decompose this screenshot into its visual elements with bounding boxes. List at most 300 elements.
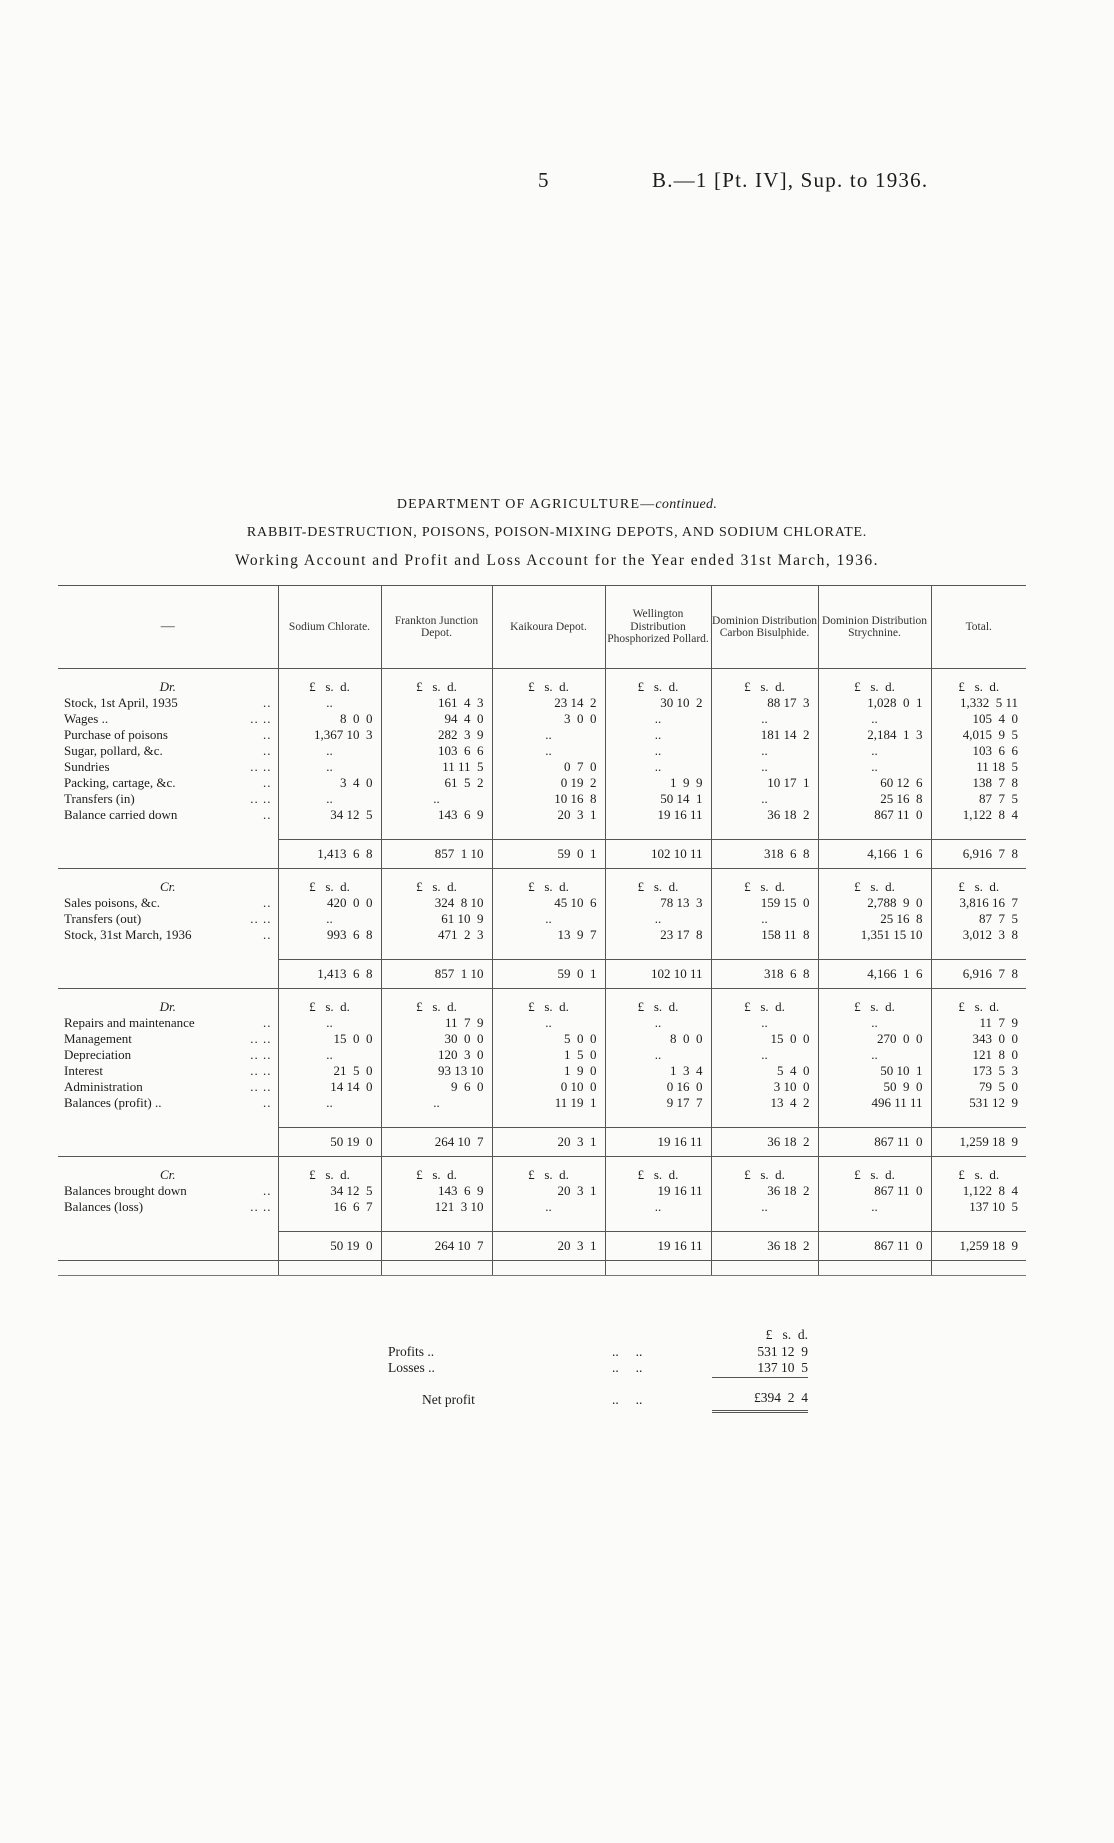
total-cell: 20 3 1 bbox=[492, 1128, 605, 1157]
table-end-row bbox=[58, 1261, 1026, 1276]
row-leader-dots: .. .. bbox=[250, 759, 272, 774]
row-label-text: Sundries bbox=[64, 759, 110, 774]
profits-value: 531 12 9 bbox=[757, 1343, 808, 1359]
amount-cell: 1 3 4 bbox=[605, 1063, 711, 1079]
totals-label bbox=[58, 1128, 278, 1157]
table-row bbox=[58, 1199, 1026, 1215]
spacer-cell bbox=[381, 943, 492, 960]
table-row bbox=[58, 711, 1026, 727]
summary-table bbox=[388, 1327, 808, 1413]
section-heading: Dr. bbox=[159, 679, 176, 694]
currency-header-cell: £ s. d. bbox=[492, 1157, 605, 1184]
row-label-text: Stock, 1st April, 1935 bbox=[64, 695, 178, 710]
spacer-cell bbox=[278, 1111, 381, 1128]
section-heading: Cr. bbox=[159, 1167, 176, 1182]
row-label bbox=[58, 1047, 278, 1063]
currency-header-cell: £ s. d. bbox=[605, 869, 711, 896]
table-row bbox=[58, 1183, 1026, 1199]
row-label bbox=[58, 911, 278, 927]
amount-cell: 61 5 2 bbox=[381, 775, 492, 791]
total-cell: 4,166 1 6 bbox=[818, 840, 931, 869]
amount-cell: .. bbox=[711, 743, 818, 759]
amount-cell: .. bbox=[278, 1047, 381, 1063]
amount-cell: 1,351 15 10 bbox=[818, 927, 931, 943]
accounts-table bbox=[58, 585, 1026, 1276]
amount-cell: 121 8 0 bbox=[931, 1047, 1026, 1063]
page-number: 5 bbox=[538, 168, 550, 192]
row-label-text: Packing, cartage, &c. bbox=[64, 775, 176, 790]
section-heading-row bbox=[58, 669, 1026, 696]
amount-cell: 5 0 0 bbox=[492, 1031, 605, 1047]
amount-cell: 30 0 0 bbox=[381, 1031, 492, 1047]
amount-cell: .. bbox=[278, 1095, 381, 1111]
amount-cell: 93 13 10 bbox=[381, 1063, 492, 1079]
document-reference: B.—1 [Pt. IV], Sup. to 1936. bbox=[652, 168, 929, 192]
amount-cell: 36 18 2 bbox=[711, 807, 818, 823]
row-label-text: Interest bbox=[64, 1063, 103, 1078]
net-profit-dots: .. .. bbox=[612, 1392, 643, 1407]
spacer-cell bbox=[381, 1111, 492, 1128]
net-profit-value: £394 2 4 bbox=[712, 1377, 808, 1412]
currency-header-cell: £ s. d. bbox=[278, 989, 381, 1016]
amount-cell: 79 5 0 bbox=[931, 1079, 1026, 1095]
currency-header-cell: £ s. d. bbox=[492, 989, 605, 1016]
total-cell: 318 6 8 bbox=[711, 840, 818, 869]
spacer-cell bbox=[381, 823, 492, 840]
totals-row bbox=[58, 1128, 1026, 1157]
currency-header-cell: £ s. d. bbox=[818, 1157, 931, 1184]
currency-header-cell: £ s. d. bbox=[381, 989, 492, 1016]
row-leader-dots: .. bbox=[263, 1095, 272, 1110]
spacer-label bbox=[58, 943, 278, 960]
table-row bbox=[58, 807, 1026, 823]
amount-cell: 1 9 0 bbox=[492, 1063, 605, 1079]
total-cell: 4,166 1 6 bbox=[818, 960, 931, 989]
row-label bbox=[58, 695, 278, 711]
net-profit-label: Net profit bbox=[422, 1392, 475, 1407]
table-row bbox=[58, 759, 1026, 775]
row-label-text: Sugar, pollard, &c. bbox=[64, 743, 163, 758]
losses-value: 137 10 5 bbox=[757, 1360, 808, 1375]
amount-cell: 8 0 0 bbox=[605, 1031, 711, 1047]
amount-cell: 3,012 3 8 bbox=[931, 927, 1026, 943]
row-leader-dots: .. .. bbox=[250, 911, 272, 926]
amount-cell: 0 7 0 bbox=[492, 759, 605, 775]
spacer-cell bbox=[711, 1215, 818, 1232]
currency-header-cell: £ s. d. bbox=[931, 989, 1026, 1016]
amount-cell: 138 7 8 bbox=[931, 775, 1026, 791]
totals-label bbox=[58, 1232, 278, 1261]
amount-cell: 50 14 1 bbox=[605, 791, 711, 807]
spacer-cell bbox=[278, 823, 381, 840]
amount-cell: .. bbox=[711, 711, 818, 727]
amount-cell: .. bbox=[818, 743, 931, 759]
losses-dots: .. .. bbox=[612, 1360, 643, 1376]
spacer-cell bbox=[381, 1215, 492, 1232]
spacer-cell bbox=[818, 823, 931, 840]
spacer-cell bbox=[931, 1111, 1026, 1128]
total-cell: 857 1 10 bbox=[381, 840, 492, 869]
currency-header-cell: £ s. d. bbox=[711, 869, 818, 896]
row-label bbox=[58, 743, 278, 759]
amount-cell: 13 4 2 bbox=[711, 1095, 818, 1111]
row-label-text: Purchase of poisons bbox=[64, 727, 168, 742]
amount-cell: .. bbox=[605, 1199, 711, 1215]
amount-cell: 10 16 8 bbox=[492, 791, 605, 807]
row-label-text: Wages .. bbox=[64, 711, 109, 726]
amount-cell: 15 0 0 bbox=[278, 1031, 381, 1047]
amount-cell: 87 7 5 bbox=[931, 911, 1026, 927]
total-cell: 264 10 7 bbox=[381, 1128, 492, 1157]
amount-cell: 50 9 0 bbox=[818, 1079, 931, 1095]
spacer-label bbox=[58, 1111, 278, 1128]
amount-cell: .. bbox=[711, 1015, 818, 1031]
currency-header-cell: £ s. d. bbox=[818, 869, 931, 896]
row-label bbox=[58, 1063, 278, 1079]
row-label-text: Balances brought down bbox=[64, 1183, 187, 1198]
total-cell: 59 0 1 bbox=[492, 840, 605, 869]
row-label bbox=[58, 1199, 278, 1215]
end-label bbox=[58, 1261, 278, 1276]
amount-cell: 87 7 5 bbox=[931, 791, 1026, 807]
amount-cell: .. bbox=[492, 1199, 605, 1215]
spacer-row bbox=[58, 1215, 1026, 1232]
amount-cell: .. bbox=[492, 911, 605, 927]
summary-blank bbox=[388, 1327, 612, 1344]
currency-header-cell: £ s. d. bbox=[381, 669, 492, 696]
amount-cell: 158 11 8 bbox=[711, 927, 818, 943]
amount-cell: 8 0 0 bbox=[278, 711, 381, 727]
amount-cell: 1,122 8 4 bbox=[931, 1183, 1026, 1199]
row-label bbox=[58, 807, 278, 823]
totals-row bbox=[58, 960, 1026, 989]
amount-cell: 120 3 0 bbox=[381, 1047, 492, 1063]
losses-label: Losses .. bbox=[388, 1360, 435, 1376]
row-leader-dots: .. .. bbox=[250, 1031, 272, 1046]
row-leader-dots: .. bbox=[263, 743, 272, 758]
profit-summary bbox=[388, 1327, 808, 1413]
spacer-cell bbox=[278, 943, 381, 960]
total-cell: 6,916 7 8 bbox=[931, 960, 1026, 989]
amount-cell: 11 18 5 bbox=[931, 759, 1026, 775]
amount-cell: 173 5 3 bbox=[931, 1063, 1026, 1079]
row-leader-dots: .. .. bbox=[250, 711, 272, 726]
amount-cell: .. bbox=[711, 911, 818, 927]
amount-cell: 9 6 0 bbox=[381, 1079, 492, 1095]
total-cell: 36 18 2 bbox=[711, 1232, 818, 1261]
row-label bbox=[58, 1015, 278, 1031]
amount-cell: 9 17 7 bbox=[605, 1095, 711, 1111]
amount-cell: .. bbox=[818, 759, 931, 775]
currency-header-cell: £ s. d. bbox=[605, 669, 711, 696]
table-row bbox=[58, 1079, 1026, 1095]
amount-cell: 1 5 0 bbox=[492, 1047, 605, 1063]
amount-cell: 282 3 9 bbox=[381, 727, 492, 743]
table-row bbox=[58, 791, 1026, 807]
summary-currency-row bbox=[388, 1327, 808, 1344]
amount-cell: 10 17 1 bbox=[711, 775, 818, 791]
amount-cell: 34 12 5 bbox=[278, 1183, 381, 1199]
row-leader-dots: .. bbox=[263, 895, 272, 910]
amount-cell: 3,816 16 7 bbox=[931, 895, 1026, 911]
amount-cell: 143 6 9 bbox=[381, 807, 492, 823]
currency-header-cell: £ s. d. bbox=[711, 1157, 818, 1184]
amount-cell: 78 13 3 bbox=[605, 895, 711, 911]
row-label bbox=[58, 711, 278, 727]
row-label bbox=[58, 727, 278, 743]
row-leader-dots: .. .. bbox=[250, 1063, 272, 1078]
row-leader-dots: .. .. bbox=[250, 791, 272, 806]
row-label-text: Balances (profit) .. bbox=[64, 1095, 162, 1110]
amount-cell: .. bbox=[711, 759, 818, 775]
row-label-text: Management bbox=[64, 1031, 132, 1046]
summary-blank-dots bbox=[612, 1327, 712, 1344]
spacer-row bbox=[58, 823, 1026, 840]
amount-cell: 270 0 0 bbox=[818, 1031, 931, 1047]
currency-header-cell: £ s. d. bbox=[278, 869, 381, 896]
currency-header-cell: £ s. d. bbox=[931, 869, 1026, 896]
amount-cell: .. bbox=[605, 1015, 711, 1031]
amount-cell: 420 0 0 bbox=[278, 895, 381, 911]
row-leader-dots: .. bbox=[263, 1183, 272, 1198]
amount-cell: .. bbox=[711, 1199, 818, 1215]
total-cell: 19 16 11 bbox=[605, 1232, 711, 1261]
total-cell: 102 10 11 bbox=[605, 840, 711, 869]
amount-cell: 61 10 9 bbox=[381, 911, 492, 927]
column-header-total: Total. bbox=[931, 586, 1026, 669]
amount-cell: 103 6 6 bbox=[381, 743, 492, 759]
amount-cell: .. bbox=[278, 743, 381, 759]
spacer-cell bbox=[818, 1215, 931, 1232]
amount-cell: 3 0 0 bbox=[492, 711, 605, 727]
row-leader-dots: .. .. bbox=[250, 1047, 272, 1062]
amount-cell: 343 0 0 bbox=[931, 1031, 1026, 1047]
spacer-cell bbox=[492, 823, 605, 840]
amount-cell: 0 19 2 bbox=[492, 775, 605, 791]
amount-cell: .. bbox=[278, 791, 381, 807]
amount-cell: 324 8 10 bbox=[381, 895, 492, 911]
amount-cell: 2,788 9 0 bbox=[818, 895, 931, 911]
end-cell bbox=[381, 1261, 492, 1276]
row-label bbox=[58, 1079, 278, 1095]
spacer-cell bbox=[492, 1215, 605, 1232]
total-cell: 36 18 2 bbox=[711, 1128, 818, 1157]
row-label-text: Repairs and maintenance bbox=[64, 1015, 195, 1030]
spacer-cell bbox=[492, 943, 605, 960]
amount-cell: 531 12 9 bbox=[931, 1095, 1026, 1111]
total-cell: 59 0 1 bbox=[492, 960, 605, 989]
section-heading-row bbox=[58, 869, 1026, 896]
totals-row bbox=[58, 1232, 1026, 1261]
amount-cell: 496 11 11 bbox=[818, 1095, 931, 1111]
subtitle: RABBIT-DESTRUCTION, POISONS, POISON-MIXING DEPOTS, AND SODIUM CHLORATE. bbox=[246, 525, 868, 540]
amount-cell: 5 4 0 bbox=[711, 1063, 818, 1079]
row-leader-dots: .. .. bbox=[250, 1199, 272, 1214]
department-name: DEPARTMENT OF AGRICULTURE— bbox=[396, 497, 656, 512]
row-label bbox=[58, 1031, 278, 1047]
amount-cell: .. bbox=[605, 1047, 711, 1063]
amount-cell: 143 6 9 bbox=[381, 1183, 492, 1199]
table-row bbox=[58, 743, 1026, 759]
table-row bbox=[58, 1031, 1026, 1047]
table-row bbox=[58, 695, 1026, 711]
end-cell bbox=[605, 1261, 711, 1276]
amount-cell: 11 11 5 bbox=[381, 759, 492, 775]
amount-cell: 4,015 9 5 bbox=[931, 727, 1026, 743]
amount-cell: 1 9 9 bbox=[605, 775, 711, 791]
amount-cell: .. bbox=[381, 791, 492, 807]
account-title: Working Account and Profit and Loss Account for the Year ended 31st March, 1936. bbox=[235, 552, 879, 569]
currency-header-cell: £ s. d. bbox=[711, 669, 818, 696]
total-cell: 1,413 6 8 bbox=[278, 960, 381, 989]
currency-header-cell: £ s. d. bbox=[278, 669, 381, 696]
spacer-cell bbox=[711, 823, 818, 840]
amount-cell: 21 5 0 bbox=[278, 1063, 381, 1079]
summary-currency-header: £ s. d. bbox=[765, 1327, 808, 1342]
amount-cell: 50 10 1 bbox=[818, 1063, 931, 1079]
total-cell: 6,916 7 8 bbox=[931, 840, 1026, 869]
row-label bbox=[58, 927, 278, 943]
total-cell: 1,259 18 9 bbox=[931, 1232, 1026, 1261]
amount-cell: 20 3 1 bbox=[492, 807, 605, 823]
amount-cell: 36 18 2 bbox=[711, 1183, 818, 1199]
currency-header-cell: £ s. d. bbox=[278, 1157, 381, 1184]
total-cell: 50 19 0 bbox=[278, 1232, 381, 1261]
department-title bbox=[0, 497, 1114, 513]
amount-cell: 15 0 0 bbox=[711, 1031, 818, 1047]
row-label-text: Administration bbox=[64, 1079, 143, 1094]
amount-cell: 88 17 3 bbox=[711, 695, 818, 711]
totals-row bbox=[58, 840, 1026, 869]
currency-header-cell: £ s. d. bbox=[711, 989, 818, 1016]
spacer-cell bbox=[492, 1111, 605, 1128]
row-leader-dots: .. bbox=[263, 775, 272, 790]
amount-cell: 11 7 9 bbox=[931, 1015, 1026, 1031]
row-label bbox=[58, 775, 278, 791]
amount-cell: 1,122 8 4 bbox=[931, 807, 1026, 823]
row-label bbox=[58, 895, 278, 911]
column-header-wellington: Wellington Distribution Phosphorized Pollard. bbox=[605, 586, 711, 669]
titles-block bbox=[0, 497, 1114, 570]
table-row bbox=[58, 727, 1026, 743]
currency-header-cell: £ s. d. bbox=[931, 1157, 1026, 1184]
total-cell: 264 10 7 bbox=[381, 1232, 492, 1261]
row-leader-dots: .. bbox=[263, 927, 272, 942]
column-header-carbon-bisulphide: Dominion Distribution Carbon Bisulphide. bbox=[711, 586, 818, 669]
row-label-text: Stock, 31st March, 1936 bbox=[64, 927, 192, 942]
table-row bbox=[58, 1047, 1026, 1063]
amount-cell: 181 14 2 bbox=[711, 727, 818, 743]
amount-cell: .. bbox=[492, 727, 605, 743]
amount-cell: 30 10 2 bbox=[605, 695, 711, 711]
total-cell: 19 16 11 bbox=[605, 1128, 711, 1157]
spacer-row bbox=[58, 943, 1026, 960]
amount-cell: 11 19 1 bbox=[492, 1095, 605, 1111]
table-row bbox=[58, 1015, 1026, 1031]
amount-cell: 45 10 6 bbox=[492, 895, 605, 911]
summary-losses-row bbox=[388, 1360, 808, 1377]
amount-cell: 0 10 0 bbox=[492, 1079, 605, 1095]
amount-cell: 137 10 5 bbox=[931, 1199, 1026, 1215]
row-leader-dots: .. bbox=[263, 727, 272, 742]
section-heading: Dr. bbox=[159, 999, 176, 1014]
amount-cell: 3 4 0 bbox=[278, 775, 381, 791]
amount-cell: .. bbox=[818, 1047, 931, 1063]
section-heading-row bbox=[58, 1157, 1026, 1184]
column-header-sodium-chlorate: Sodium Chlorate. bbox=[278, 586, 381, 669]
totals-label bbox=[58, 960, 278, 989]
row-label bbox=[58, 791, 278, 807]
amount-cell: 471 2 3 bbox=[381, 927, 492, 943]
row-leader-dots: .. bbox=[263, 695, 272, 710]
amount-cell: 94 4 0 bbox=[381, 711, 492, 727]
table-body bbox=[58, 669, 1026, 1276]
row-label-text: Sales poisons, &c. bbox=[64, 895, 161, 910]
spacer-cell bbox=[931, 823, 1026, 840]
amount-cell: .. bbox=[711, 1047, 818, 1063]
spacer-cell bbox=[818, 943, 931, 960]
total-cell: 867 11 0 bbox=[818, 1232, 931, 1261]
currency-header-cell: £ s. d. bbox=[492, 869, 605, 896]
currency-header-cell: £ s. d. bbox=[492, 669, 605, 696]
amount-cell: .. bbox=[711, 791, 818, 807]
amount-cell: 867 11 0 bbox=[818, 807, 931, 823]
section-heading: Cr. bbox=[159, 879, 176, 894]
spacer-cell bbox=[711, 943, 818, 960]
row-leader-dots: .. bbox=[263, 807, 272, 822]
end-cell bbox=[818, 1261, 931, 1276]
currency-header-cell: £ s. d. bbox=[605, 989, 711, 1016]
amount-cell: .. bbox=[278, 695, 381, 711]
amount-cell: 23 17 8 bbox=[605, 927, 711, 943]
table-row bbox=[58, 895, 1026, 911]
profits-label: Profits .. bbox=[388, 1343, 435, 1359]
amount-cell: .. bbox=[605, 759, 711, 775]
table-row bbox=[58, 1063, 1026, 1079]
currency-header-cell: £ s. d. bbox=[818, 989, 931, 1016]
amount-cell: 993 6 8 bbox=[278, 927, 381, 943]
spacer-label bbox=[58, 1215, 278, 1232]
profits-dots: .. .. bbox=[612, 1343, 643, 1359]
amount-cell: 103 6 6 bbox=[931, 743, 1026, 759]
total-cell: 857 1 10 bbox=[381, 960, 492, 989]
amount-cell: .. bbox=[492, 1015, 605, 1031]
amount-cell: .. bbox=[381, 1095, 492, 1111]
end-cell bbox=[278, 1261, 381, 1276]
amount-cell: 0 16 0 bbox=[605, 1079, 711, 1095]
end-cell bbox=[492, 1261, 605, 1276]
amount-cell: .. bbox=[818, 1015, 931, 1031]
currency-header-cell: £ s. d. bbox=[381, 869, 492, 896]
amount-cell: .. bbox=[818, 1199, 931, 1215]
end-cell bbox=[711, 1261, 818, 1276]
row-label-text: Balance carried down bbox=[64, 807, 178, 822]
table-row bbox=[58, 775, 1026, 791]
row-label bbox=[58, 1095, 278, 1111]
spacer-cell bbox=[605, 823, 711, 840]
amount-cell: 60 12 6 bbox=[818, 775, 931, 791]
amount-cell: 34 12 5 bbox=[278, 807, 381, 823]
section-heading-row bbox=[58, 989, 1026, 1016]
amount-cell: 867 11 0 bbox=[818, 1183, 931, 1199]
amount-cell: 16 6 7 bbox=[278, 1199, 381, 1215]
row-leader-dots: .. .. bbox=[250, 1079, 272, 1094]
currency-header-cell: £ s. d. bbox=[931, 669, 1026, 696]
total-cell: 20 3 1 bbox=[492, 1232, 605, 1261]
amount-cell: 14 14 0 bbox=[278, 1079, 381, 1095]
summary-profits-row bbox=[388, 1344, 808, 1361]
spacer-cell bbox=[931, 943, 1026, 960]
